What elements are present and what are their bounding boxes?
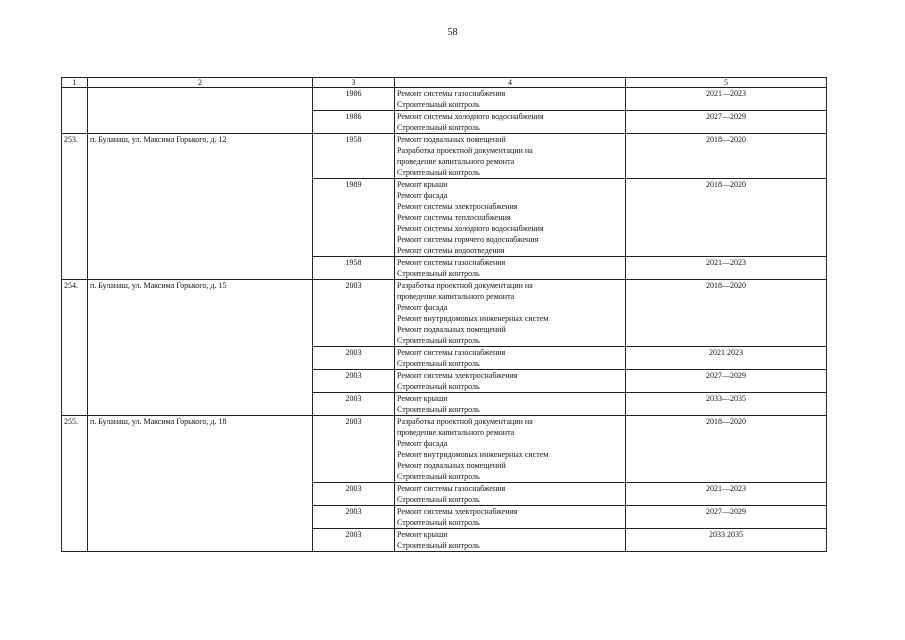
works-cell	[395, 416, 626, 483]
table-row	[62, 88, 827, 111]
work-item: Строительный контроль	[397, 168, 480, 177]
work-item: Ремонт подвальных помещений	[397, 325, 506, 334]
work-item: Строительный контроль	[397, 269, 480, 278]
period-cell: 2027—2029	[626, 111, 827, 134]
works-cell	[395, 483, 626, 506]
work-item: Строительный контроль	[397, 541, 480, 550]
works-cell	[395, 347, 626, 370]
work-item: проведение капитального ремонта	[397, 292, 515, 301]
works-cell	[395, 370, 626, 393]
works-cell	[395, 179, 626, 257]
work-item: Ремонт системы газоснабжения	[397, 484, 506, 493]
item-number-cell: 254.	[62, 280, 88, 416]
work-item: Разработка проектной документации на	[397, 281, 533, 290]
period-cell: 2021—2023	[626, 483, 827, 506]
works-register-table	[61, 77, 827, 552]
work-item: Ремонт крыши	[397, 394, 448, 403]
work-item: Ремонт внутридомовых инженерных систем	[397, 314, 549, 323]
address-cell: п. Буланаш, ул. Максима Горького, д. 18	[88, 416, 313, 552]
column-number: 5	[626, 78, 827, 88]
works-cell	[395, 280, 626, 347]
work-item: Ремонт подвальных помещений	[397, 461, 506, 470]
year-cell: 2003	[313, 370, 395, 393]
work-item: Ремонт крыши	[397, 530, 448, 539]
year-cell: 2003	[313, 529, 395, 552]
period-cell: 2018—2020	[626, 280, 827, 347]
work-item: Разработка проектной документации на	[397, 146, 533, 155]
column-number: 2	[88, 78, 313, 88]
year-cell: 2003	[313, 393, 395, 416]
period-cell: 2027—2029	[626, 370, 827, 393]
year-cell: 2003	[313, 347, 395, 370]
address-cell: п. Буланаш, ул. Максима Горького, д. 12	[88, 134, 313, 280]
item-number-cell: 253.	[62, 134, 88, 280]
table-row	[62, 280, 827, 347]
work-item: Ремонт крыши	[397, 180, 448, 189]
address-cell	[88, 88, 313, 134]
work-item: Ремонт системы газоснабжения	[397, 89, 506, 98]
work-item: Ремонт системы электроснабжения	[397, 371, 518, 380]
works-cell	[395, 506, 626, 529]
work-item: Строительный контроль	[397, 336, 480, 345]
works-cell	[395, 134, 626, 179]
work-item: Ремонт фасада	[397, 303, 448, 312]
year-cell: 1989	[313, 179, 395, 257]
work-item: Ремонт системы электроснабжения	[397, 202, 518, 211]
year-cell: 1958	[313, 257, 395, 280]
period-cell: 2018—2020	[626, 134, 827, 179]
period-cell: 2018—2020	[626, 179, 827, 257]
work-item: Ремонт фасада	[397, 191, 448, 200]
item-number-cell	[62, 88, 88, 134]
register-body	[62, 78, 827, 552]
period-cell: 2033 2035	[626, 529, 827, 552]
period-cell: 2021—2023	[626, 88, 827, 111]
year-cell: 2003	[313, 483, 395, 506]
work-item: Ремонт системы теплоснабжения	[397, 213, 511, 222]
work-item: Ремонт системы холодного водоснабжения	[397, 224, 544, 233]
column-number: 4	[395, 78, 626, 88]
work-item: Ремонт системы водоотведения	[397, 246, 505, 255]
work-item: Ремонт внутридомовых инженерных систем	[397, 450, 549, 459]
works-cell	[395, 393, 626, 416]
work-item: Ремонт подвальных помещений	[397, 135, 506, 144]
works-cell	[395, 529, 626, 552]
work-item: Строительный контроль	[397, 123, 480, 132]
year-cell: 2003	[313, 506, 395, 529]
work-item: Строительный контроль	[397, 495, 480, 504]
work-item: проведение капитального ремонта	[397, 157, 515, 166]
period-cell: 2018—2020	[626, 416, 827, 483]
work-item: Строительный контроль	[397, 100, 480, 109]
works-cell	[395, 257, 626, 280]
period-cell: 2027—2029	[626, 506, 827, 529]
work-item: проведение капитального ремонта	[397, 428, 515, 437]
column-number-row	[62, 78, 827, 88]
item-number-cell: 255.	[62, 416, 88, 552]
work-item: Ремонт системы газоснабжения	[397, 258, 506, 267]
period-cell: 2021—2023	[626, 257, 827, 280]
page-number: 58	[447, 27, 458, 38]
period-cell: 2021 2023	[626, 347, 827, 370]
year-cell: 1986	[313, 88, 395, 111]
work-item: Строительный контроль	[397, 382, 480, 391]
works-cell	[395, 88, 626, 111]
work-item: Ремонт системы холодного водоснабжения	[397, 112, 544, 121]
work-item: Разработка проектной документации на	[397, 417, 533, 426]
work-item: Строительный контроль	[397, 472, 480, 481]
work-item: Ремонт системы газоснабжения	[397, 348, 506, 357]
works-cell	[395, 111, 626, 134]
work-item: Строительный контроль	[397, 405, 480, 414]
work-item: Ремонт системы электроснабжения	[397, 507, 518, 516]
year-cell: 2003	[313, 416, 395, 483]
work-item: Строительный контроль	[397, 518, 480, 527]
table-row	[62, 134, 827, 179]
year-cell: 2003	[313, 280, 395, 347]
work-item: Ремонт системы горячего водоснабжения	[397, 235, 539, 244]
year-cell: 1986	[313, 111, 395, 134]
column-number: 1	[62, 78, 88, 88]
table-row	[62, 416, 827, 483]
work-item: Ремонт фасада	[397, 439, 448, 448]
column-number: 3	[313, 78, 395, 88]
work-item: Строительный контроль	[397, 359, 480, 368]
address-cell: п. Буланаш, ул. Максима Горького, д. 15	[88, 280, 313, 416]
period-cell: 2033—2035	[626, 393, 827, 416]
year-cell: 1958	[313, 134, 395, 179]
